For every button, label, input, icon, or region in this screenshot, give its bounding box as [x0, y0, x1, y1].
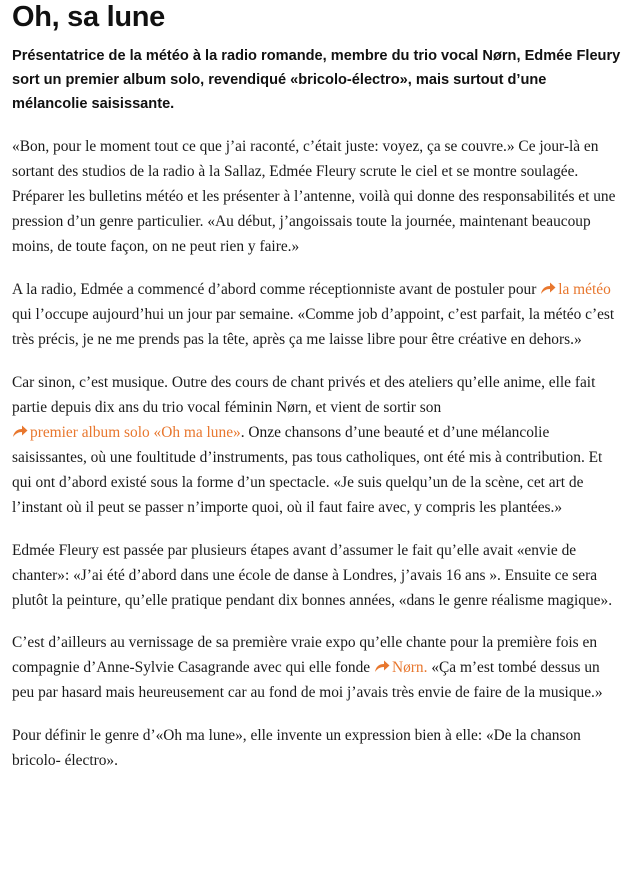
article-title: Oh, sa lune [12, 1, 166, 33]
link-norn[interactable] [374, 659, 427, 676]
paragraph-3-text-after: . Onze chansons d’une beauté et d’une mélancolie saisissantes, où une foultitude d’instruments, pas tous catholiques, ont été mis à contribution. Et qui ont d’abord existé sous la forme d’un spectacle. «Je suis quelqu’un de la scène, cet art de l’instant où il peut se passer n’importe quoi, où il faut faire avec, y compris les plantées.» [12, 424, 603, 516]
link-la-meteo-label: la météo [558, 281, 611, 298]
link-premier-album[interactable] [12, 424, 241, 441]
paragraph-2-text-after: qui l’occupe aujourd’hui un jour par semaine. «Comme job d’appoint, c’est parfait, la météo c’est très précis, je ne me prends pas la tête, après ça me laisse libre pour être créative en dehors.» [12, 306, 615, 348]
paragraph-3-text-before: Car sinon, c’est musique. Outre des cours de chant privés et des ateliers qu’elle anime, elle fait partie depuis dix ans du trio vocal féminin Nørn, et vient de sortir son [12, 374, 596, 416]
paragraph-3 [12, 370, 624, 520]
paragraph-2-text-before: A la radio, Edmée a commencé d’abord comme réceptionniste avant de postuler pour [12, 281, 541, 298]
link-premier-album-label: premier album solo «Oh ma lune» [30, 424, 241, 441]
link-norn-label: Nørn. [391, 659, 428, 676]
share-arrow-icon [374, 659, 390, 673]
article [12, 0, 624, 773]
share-arrow-icon [12, 424, 28, 438]
paragraph-5-text-before: C’est d’ailleurs au vernissage de sa première vraie expo qu’elle chante pour la première fois en compagnie d’Anne-Sylvie Casagrande avec qui elle fonde [12, 634, 598, 676]
paragraph-1: «Bon, pour le moment tout ce que j’ai raconté, c’était juste: voyez, ça se couvre.» Ce jour-là en sortant des studios de la radio à la Sallaz, Edmée Fleury scrute le ciel et se montre soulagée. Préparer les bulletins météo et les présenter à l’antenne, voilà qui donne des responsabilités et une pression d’un genre particulier. «Au début, j’angoissais toute la journée, maintenant beaucoup moins, de toute façon, on ne peut rien y faire.» [12, 138, 616, 255]
paragraph-4: Edmée Fleury est passée par plusieurs étapes avant d’assumer le fait qu’elle avait «envie de chanter»: «J’ai été d’abord dans une école de danse à Londres, j’avais 16 ans ». Ensuite ce sera plutôt la peinture, qu’elle pratique pendant dix bonnes années, «dans le genre réalisme magique». [12, 542, 613, 609]
paragraph-5 [12, 630, 624, 705]
article-lead: Présentatrice de la météo à la radio romande, membre du trio vocal Nørn, Edmée Fleury sort un premier album solo, revendiqué «bricolo-électro», mais surtout d’une mélancolie saisissante. [12, 48, 621, 112]
link-la-meteo[interactable] [540, 281, 611, 298]
paragraph-2 [12, 277, 624, 352]
paragraph-5-text-after: «Ça m’est tombé dessus un peu par hasard mais heureusement car au fond de moi j’avais très envie de faire de la musique.» [12, 659, 603, 701]
paragraph-6: Pour définir le genre d’«Oh ma lune», elle invente un expression bien à elle: «De la chanson bricolo- électro». [12, 727, 581, 769]
share-arrow-icon [540, 281, 556, 295]
